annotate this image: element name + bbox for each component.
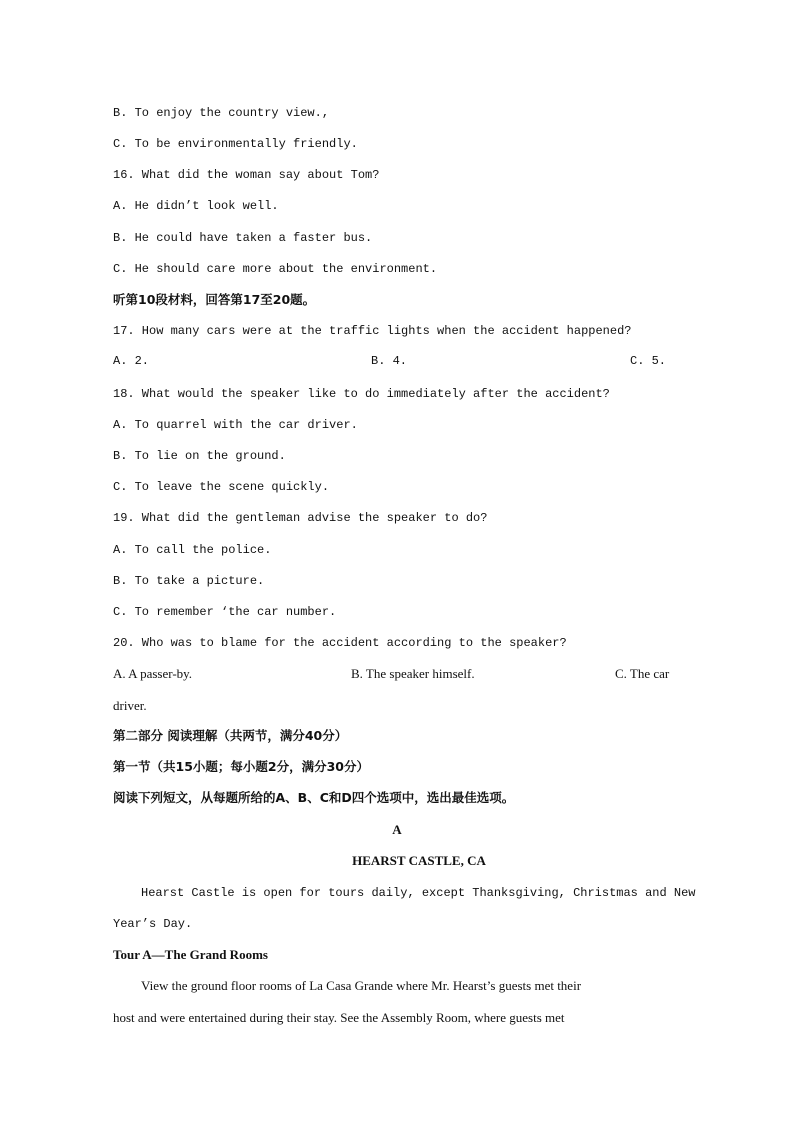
option-17c: C. 5.: [630, 354, 667, 368]
question-20: 20. Who was to blame for the accident according to the speaker?: [113, 636, 567, 650]
option-17a: A. 2.: [113, 354, 150, 368]
section-one-heading: 第一节（共15小题；每小题2分，满分30分）: [113, 759, 369, 774]
option-16b: B. He could have taken a faster bus.: [113, 231, 373, 245]
option-20a: A. A passer-by.: [113, 666, 193, 681]
question-17: 17. How many cars were at the traffic lights when the accident happened?: [113, 324, 632, 338]
option-20c-continued: driver.: [113, 698, 147, 713]
option-18b: B. To lie on the ground.: [113, 449, 286, 463]
option-19c: C. To remember ‘the car number.: [113, 605, 337, 619]
option-18c: C. To leave the scene quickly.: [113, 480, 330, 494]
paragraph-1-line-2: Year’s Day.: [113, 917, 193, 931]
reading-instructions: 阅读下列短文，从每题所给的A、B、C和D四个选项中，选出最佳选项。: [113, 790, 515, 805]
section-10-heading: 听第10段材料，回答第17至20题。: [113, 292, 316, 307]
passage-letter: A: [392, 822, 402, 837]
option-15c: C. To be environmentally friendly.: [113, 137, 358, 151]
option-15b: B. To enjoy the country view.,: [113, 106, 330, 120]
option-16c: C. He should care more about the environment.: [113, 262, 438, 276]
question-16: 16. What did the woman say about Tom?: [113, 168, 380, 182]
paragraph-2-line-1: View the ground floor rooms of La Casa Grande where Mr. Hearst’s guests met their: [141, 978, 582, 993]
option-19a: A. To call the police.: [113, 543, 272, 557]
question-18: 18. What would the speaker like to do immediately after the accident?: [113, 387, 610, 401]
option-20b: B. The speaker himself.: [351, 666, 475, 681]
passage-title: HEARST CASTLE, CA: [352, 853, 486, 868]
part-two-heading: 第二部分 阅读理解（共两节，满分40分）: [113, 728, 348, 743]
paragraph-2-line-2: host and were entertained during their stay. See the Assembly Room, where guests met: [113, 1010, 565, 1025]
question-19: 19. What did the gentleman advise the speaker to do?: [113, 511, 488, 525]
option-20c: C. The car: [615, 666, 670, 681]
option-18a: A. To quarrel with the car driver.: [113, 418, 358, 432]
paragraph-1-line-1: Hearst Castle is open for tours daily, except Thanksgiving, Christmas and New: [141, 886, 696, 900]
tour-a-heading: Tour A—The Grand Rooms: [113, 947, 268, 962]
option-19b: B. To take a picture.: [113, 574, 265, 588]
option-16a: A. He didn’t look well.: [113, 199, 279, 213]
option-17b: B. 4.: [371, 354, 408, 368]
